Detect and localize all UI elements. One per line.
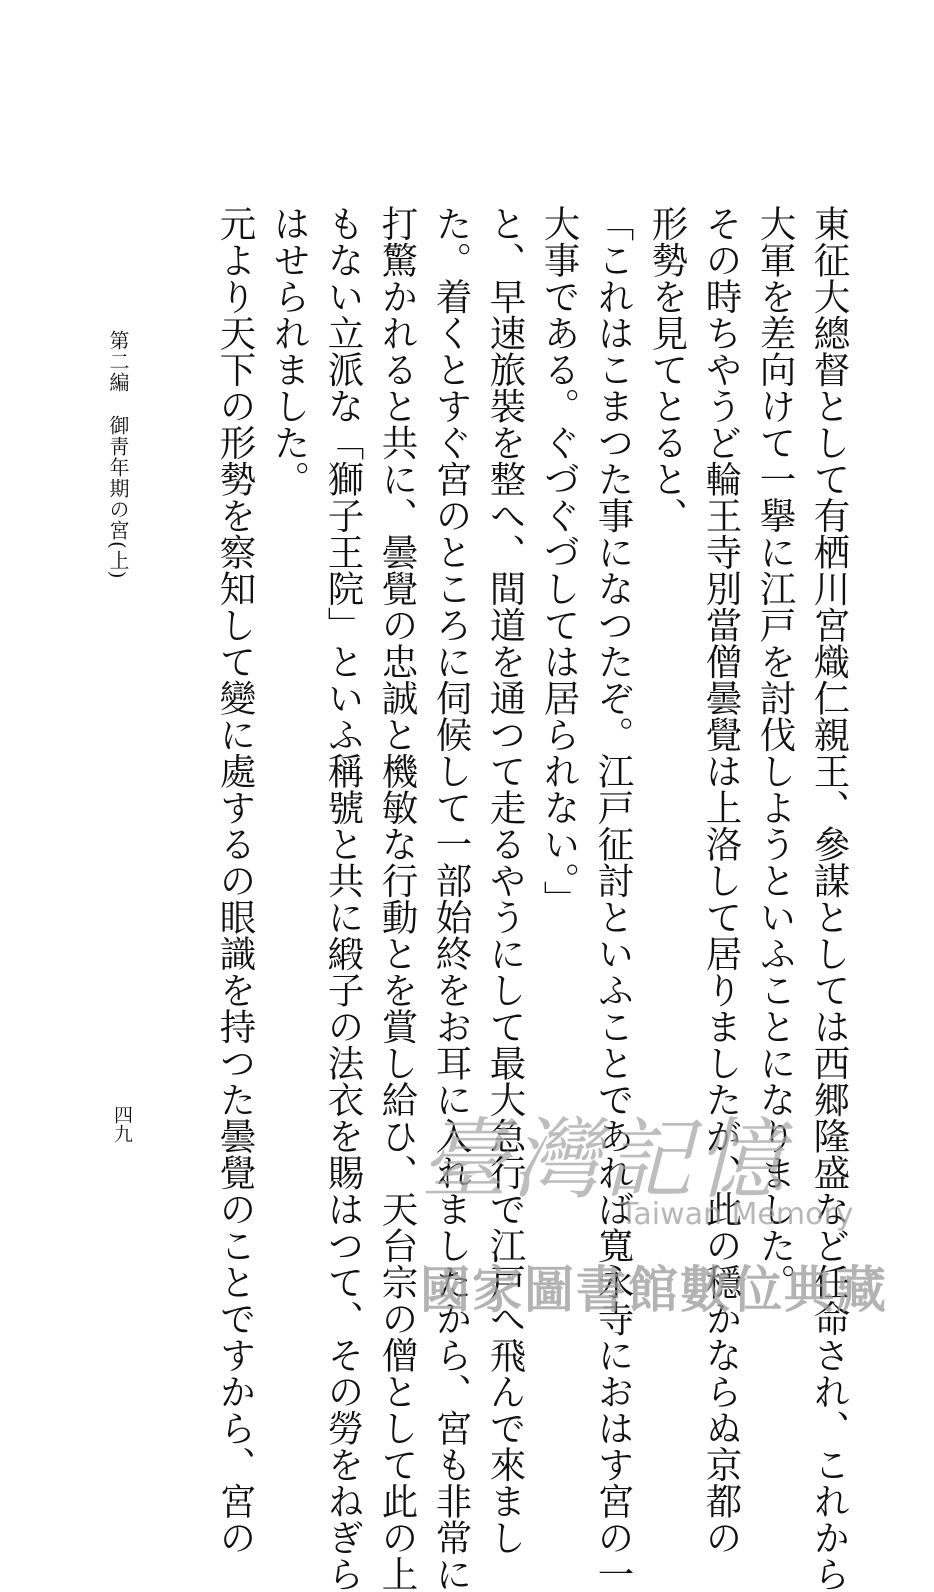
running-head-chapter: 御靑年期の宮(上) <box>106 415 130 580</box>
text-line-1: 東征大總督として有栖川宮熾仁親王、參謀としては西郷隆盛など任命され、これから <box>808 205 851 1592</box>
running-head-part: 第二編 <box>106 330 130 393</box>
page-number: 四九 <box>111 1105 133 1143</box>
text-line-9: 打驚かれると共に、曇覺の忠誠と機敏な行動とを賞し給ひ、天台宗の僧として此の上 <box>376 205 419 1592</box>
running-head <box>105 330 131 580</box>
text-line-3: その時ちやうど輪王寺別當僧曇覺は上洛して居りましたが、此の穩かならぬ京都の <box>700 205 743 1556</box>
text-line-12: 元より天下の形勢を察知して變に處するの眼識を持つた曇覺のことですから、宮の <box>214 205 257 1556</box>
text-line-2: 大軍を差向けて一擧に江戸を討伐しようといふことになりました。 <box>754 205 797 1300</box>
text-line-11: はせられました。 <box>268 205 311 497</box>
text-line-8: た。着くとすぐ宮のところに伺候して一部始終をお耳に入れましたから、宮も非常に <box>430 205 473 1592</box>
watermark-logo-mark: 臺灣記憶 <box>420 1108 789 1211</box>
watermark-logo-english: Taiwan Memory <box>620 1197 854 1232</box>
text-line-10: もない立派な「獅子王院」といふ稱號と共に緞子の法衣を賜はつて、その勞をねぎら <box>322 205 365 1592</box>
text-line-4: 形勢を見てとると、 <box>646 205 689 534</box>
text-line-6: 大事である。ぐづぐづしては居られない。」 <box>538 205 581 917</box>
text-line-5: 「これはこまつた事になつたぞ。江戸征討といふことであれば寬永寺におはす宮の一 <box>592 205 635 1592</box>
text-line-7: と、早速旅裝を整へ、間道を通つて走るやうにして最大急行で江戸へ飛んで來まし <box>484 205 527 1556</box>
watermark-logo-chinese: 國家圖書館數位典藏 <box>420 1261 888 1319</box>
body-text <box>208 205 856 1592</box>
